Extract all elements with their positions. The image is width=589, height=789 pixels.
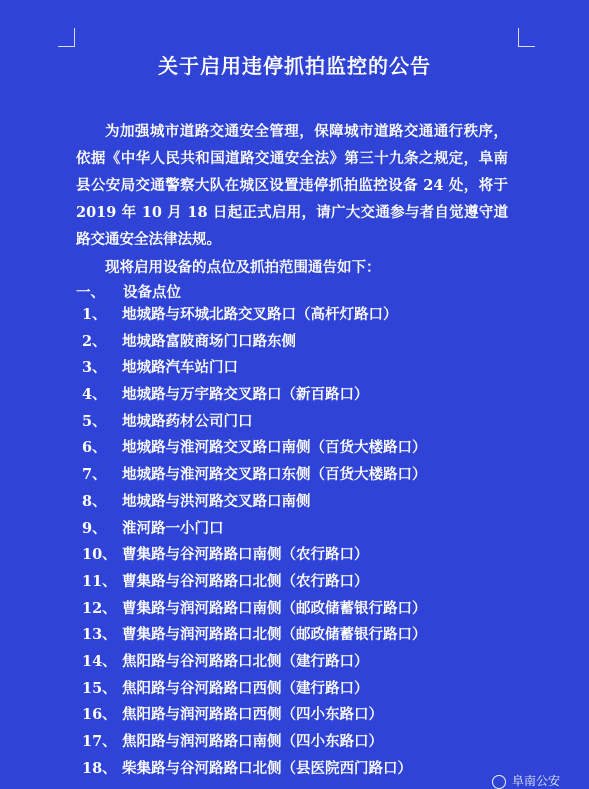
location-item <box>82 302 427 329</box>
location-item <box>82 596 427 623</box>
location-number: 6、 <box>82 439 107 457</box>
location-text: 焦阳路与润河路路口南侧（四小东路口） <box>122 733 383 750</box>
location-text: 曹集路与谷河路路口南侧（农行路口） <box>122 546 369 564</box>
location-list <box>82 302 427 782</box>
location-text: 地城路药材公司门口 <box>122 412 253 430</box>
location-text: 地城路与万宇路交叉路口（新百路口） <box>122 386 369 404</box>
location-number: 18、 <box>82 759 117 777</box>
location-number: 14、 <box>82 652 117 670</box>
location-text: 地城路汽车站门口 <box>122 359 238 377</box>
location-text: 柴集路与谷河路路口北侧（县医院西门路口） <box>122 759 412 777</box>
location-item <box>82 409 427 436</box>
section-label: 设备点位 <box>123 284 181 301</box>
location-item <box>82 569 427 596</box>
location-item <box>82 649 427 676</box>
location-text: 地城路与环城北路交叉路口（高杆灯路口） <box>122 306 398 323</box>
wechat-icon <box>492 775 506 789</box>
location-text: 焦阳路与润河路路口西侧（四小东路口） <box>122 706 383 724</box>
location-text: 焦阳路与谷河路路口北侧（建行路口） <box>122 652 369 670</box>
location-number: 10、 <box>82 546 117 564</box>
location-text: 淮河路一小门口 <box>122 519 224 537</box>
location-number: 11、 <box>82 572 117 590</box>
section-number: 一、 <box>76 284 105 301</box>
location-text: 曹集路与润河路路口北侧（邮政储蓄银行路口） <box>122 626 427 644</box>
notice-title: 关于启用违停抓拍监控的公告 <box>158 54 431 78</box>
location-item <box>82 329 427 356</box>
location-item <box>82 622 427 649</box>
location-item <box>82 676 427 703</box>
location-item <box>82 729 427 756</box>
location-item <box>82 702 427 729</box>
notice-body-paragraph: 为加强城市道路交通安全管理，保障城市道路交通通行秩序，依据《中华人民共和国道路交通安全法》第三十九条之规定，阜南县公安局交通警察大队在城区设置违停抓拍监控设备 24 处，将于 2019 年 10 月 18 日起正式启用，请广大交通参与者自觉遵守道路交通安全法律法规。 <box>76 123 508 248</box>
page-corner-mark-left <box>58 28 75 47</box>
location-text: 地城路与淮河路交叉路口东侧（百货大楼路口） <box>122 466 427 484</box>
location-number: 4、 <box>82 386 107 404</box>
location-number: 9、 <box>82 519 107 537</box>
location-text: 曹集路与润河路路口南侧（邮政储蓄银行路口） <box>122 599 427 617</box>
notice-intro-line: 现将启用设备的点位及抓拍范围通告如下： <box>105 259 381 276</box>
location-item <box>82 489 427 516</box>
location-text: 地城路富陂商场门口路东侧 <box>122 332 296 350</box>
location-item <box>82 355 427 382</box>
location-number: 2、 <box>82 332 107 350</box>
location-number: 3、 <box>82 359 107 377</box>
watermark <box>492 772 560 789</box>
location-number: 7、 <box>82 466 107 484</box>
location-number: 5、 <box>82 412 107 430</box>
location-number: 17、 <box>82 733 117 750</box>
location-number: 8、 <box>82 492 107 510</box>
location-number: 15、 <box>82 679 117 697</box>
location-item <box>82 756 427 783</box>
page-corner-mark-right <box>518 28 535 47</box>
location-item <box>82 542 427 569</box>
location-text: 焦阳路与谷河路路口西侧（建行路口） <box>122 679 369 697</box>
location-item <box>82 382 427 409</box>
location-number: 12、 <box>82 599 117 617</box>
location-item <box>82 435 427 462</box>
location-text: 曹集路与谷河路路口北侧（农行路口） <box>122 572 369 590</box>
location-text: 地城路与淮河路交叉路口南侧（百货大楼路口） <box>122 439 427 457</box>
watermark-text: 阜南公安 <box>512 774 561 788</box>
location-number: 16、 <box>82 706 117 724</box>
location-number: 13、 <box>82 626 117 644</box>
location-item <box>82 462 427 489</box>
location-text: 地城路与洪河路交叉路口南侧 <box>122 492 311 510</box>
location-number: 1、 <box>82 306 107 323</box>
location-item <box>82 516 427 543</box>
